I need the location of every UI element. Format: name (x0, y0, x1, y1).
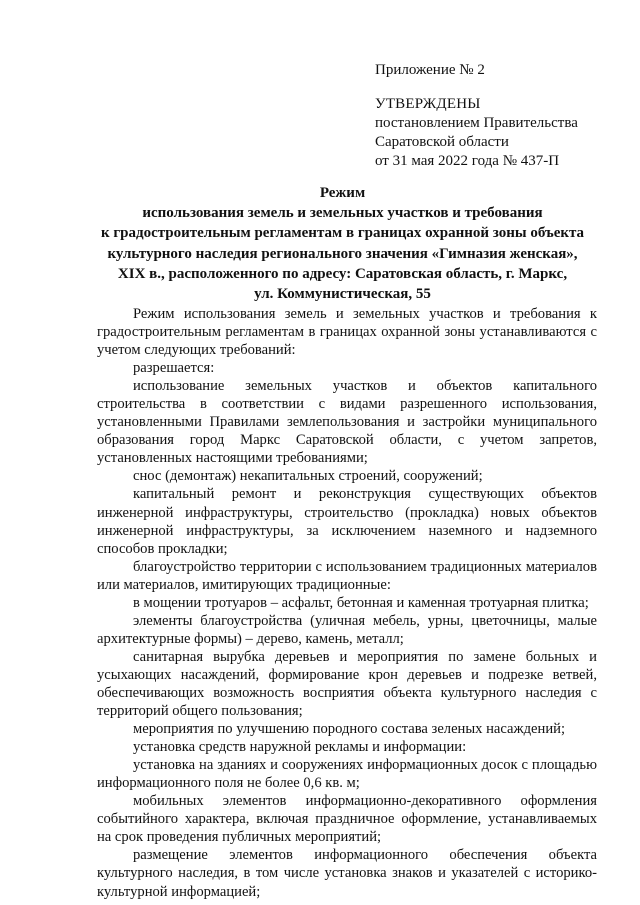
title-line: к градостроительным регламентам в границах охранной зоны объекта (100, 225, 585, 242)
approved-label: УТВЕРЖДЕНЫ (375, 96, 481, 112)
approval-issuer: постановлением Правительства (375, 115, 578, 131)
title-line: ул. Коммунистическая, 55 (254, 286, 431, 303)
title-line: XIX в., расположенного по адресу: Саратовская область, г. Маркс, (117, 265, 568, 282)
body-paragraph: элементы благоустройства (уличная мебель, урны, цветочницы, малые архитектурные формы) – дерево, камень, металл; (97, 612, 597, 647)
approval-region: Саратовской области (375, 134, 509, 150)
body-paragraph: мероприятия по улучшению породного состава зеленых насаждений; (133, 721, 566, 738)
body-paragraph: в мощении тротуаров – асфальт, бетонная и каменная тротуарная плитка; (133, 594, 589, 611)
body-paragraph: благоустройство территории с использованием традиционных материалов или материалов, имитирующих традиционные: (97, 558, 597, 593)
document-title (70, 183, 615, 304)
body-paragraph: Режим использования земель и земельных участков и требования к градостроительным регламентам в границах охранной зоны устанавливаются с учетом следующих требований: (97, 306, 597, 359)
body-paragraph: капитальный ремонт и реконструкция существующих объектов инженерной инфраструктуры, строительство (прокладка) новых объектов инженерной инфраструктуры, за исключением наземного и надземного способов прокладки; (97, 486, 597, 557)
body-paragraph: установка средств наружной рекламы и информации: (133, 739, 467, 756)
title-heading: Режим (319, 185, 366, 201)
title-line: культурного наследия регионального значения «Гимназия женская», (107, 245, 578, 262)
body-paragraph: разрешается: (133, 360, 215, 377)
approval-stamp (375, 61, 625, 171)
appendix-number: Приложение № 2 (375, 62, 485, 78)
title-line: использования земель и земельных участков и требования (142, 205, 543, 222)
body-paragraph: установка на зданиях и сооружениях информационных досок с площадью информационного поля не более 0,6 кв. м; (97, 757, 597, 792)
body-paragraph: снос (демонтаж) некапитальных строений, сооружений; (133, 468, 483, 485)
approval-date-number: от 31 мая 2022 года № 437-П (375, 153, 560, 169)
body-paragraph: санитарная вырубка деревьев и мероприятия по замене больных и усыхающих насаждений, формирование крон деревьев и подрезке ветвей, обеспечивающих возможность восприятия объекта культурного наследия с территорий общего пользования; (97, 648, 597, 720)
body-paragraph: мобильных элементов информационно-декоративного оформления событийного характера, включая праздничное оформление, устанавливаемых на срок проведения публичных мероприятий; (97, 793, 597, 846)
document-body (97, 305, 597, 901)
body-paragraph: размещение элементов информационного обеспечения объекта культурного наследия, в том числе установка знаков и указателей с историко-культурной информацией; (97, 847, 597, 900)
body-paragraph: использование земельных участков и объектов капитального строительства в соответствии с видами разрешенного использования, установленными Правилами землепользования и застройки муниципального образования город Маркс Саратовской области, с учетом запретов, установленных настоящими требованиями; (97, 378, 597, 467)
